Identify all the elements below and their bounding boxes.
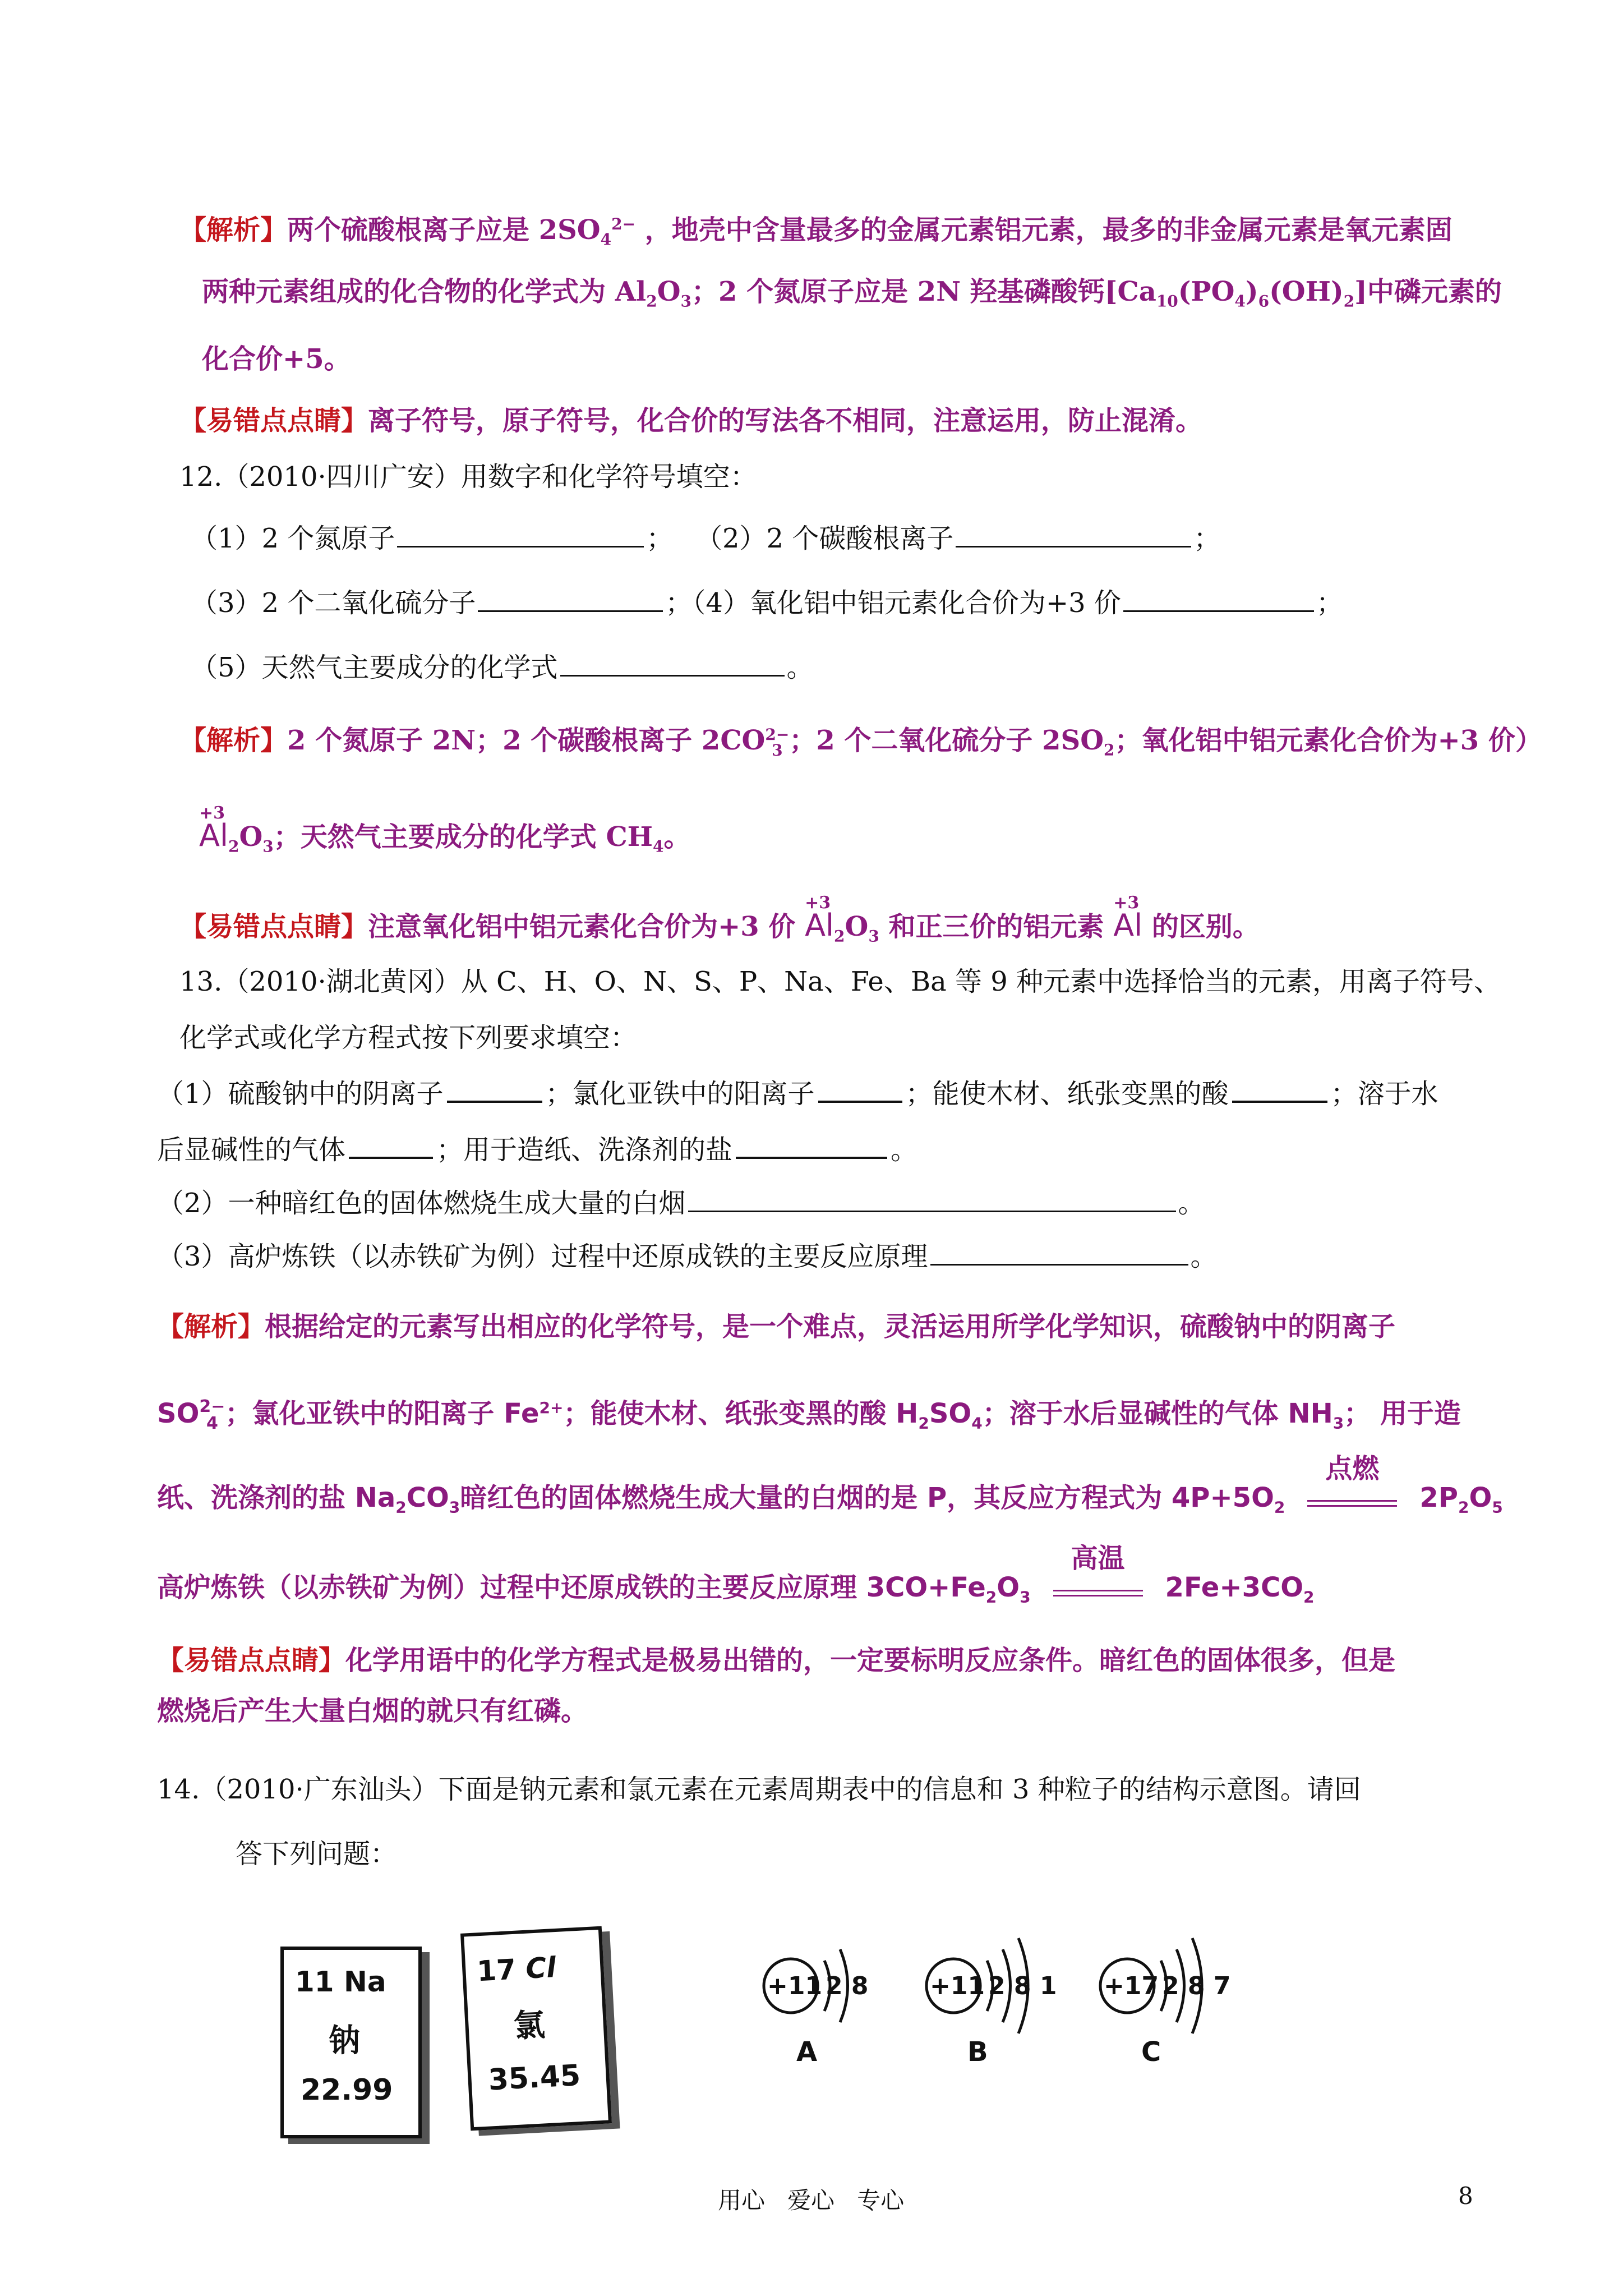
analysis-1-line-3: 化合价+5。 xyxy=(202,343,351,375)
q13-blank-6[interactable] xyxy=(688,1188,1176,1212)
q13-part-1-line-2: 后显碱性的气体 ；用于造纸、洗涤剂的盐 。 xyxy=(157,1134,918,1166)
q12-answer-blank-5[interactable] xyxy=(560,652,785,677)
tip-2: 【易错点点睛】注意氧化铝中铝元素化合价为+3 价 +3 $Al_2O_3$ 和正三价的铝元素 +3 Al 的区别。 xyxy=(179,893,1260,946)
q13-part-3: （3）高炉炼铁（以赤铁矿为例）过程中还原成铁的主要反应原理 。 xyxy=(157,1241,1218,1272)
q13-title-2: 化学式或化学方程式按下列要求填空： xyxy=(179,1022,638,1053)
q14-title-1: 14.（2010·广东汕头）下面是钠元素和氯元素在元素周期表中的信息和 3 种粒子的结构示意图。请回 xyxy=(157,1774,1361,1805)
tip-3-line-2: 燃烧后产生大量白烟的就只有红磷。 xyxy=(157,1695,588,1727)
q13-blank-7[interactable] xyxy=(930,1241,1188,1266)
analysis-2-line-1: 【解析】2 个氮原子 2N；2 个碳酸根离子 2CO 2− 3 ；2 个二氧化硫分子 $2SO_2$；氧化铝中铝元素化合价为+3 价） xyxy=(179,725,1542,760)
q12-part-2: （2）2 个碳酸根离子 ； xyxy=(695,523,1221,554)
q12-answer-blank-3[interactable] xyxy=(478,588,663,612)
analysis-tag: 【解析】 xyxy=(179,214,288,246)
ignite-condition-arrow: 点燃 xyxy=(1307,1484,1397,1507)
element-card-chlorine: 17 Cl 氯 35.45 xyxy=(460,1926,612,2131)
page-number: 8 xyxy=(1458,2182,1473,2210)
analysis-1-line-1: 【解析】两个硫酸根离子应是 $2SO_4^{2-}$ ，地壳中含量最多的金属元素铝元素，最多的非金属元素是氧元素固 xyxy=(179,214,1453,249)
analysis-3-line-1: 【解析】根据给定的元素写出相应的化学符号，是一个难点，灵活运用所学化学知识，硫酸钠中的阴离子 xyxy=(157,1311,1396,1342)
q14-title-2: 答下列问题： xyxy=(236,1838,398,1870)
q12-answer-blank-1[interactable] xyxy=(397,523,644,547)
q12-part-1: （1）2 个氮原子 ； xyxy=(191,523,674,554)
q13-blank-3[interactable] xyxy=(1232,1078,1327,1103)
analysis-3-line-4: 高炉炼铁（以赤铁矿为例）过程中还原成铁的主要反应原理 $3CO+Fe_2O_3$ 高温 $2Fe+3CO_2$ xyxy=(157,1543,1315,1607)
q13-blank-4[interactable] xyxy=(349,1134,433,1159)
atom-diagram-c: +17 2 8 7 C xyxy=(1094,1930,1262,2064)
tip-1: 【易错点点睛】离子符号，原子符号，化合价的写法各不相同，注意运用，防止混淆。 xyxy=(179,405,1203,436)
q13-blank-2[interactable] xyxy=(818,1078,902,1103)
analysis-3-line-3: 纸、洗涤剂的盐 $Na_2CO_3$暗红色的固体燃烧生成大量的白烟的是 P，其反应方程式为 $4P+5O_2$ 点燃 $2P_2O_5$ xyxy=(157,1453,1503,1517)
q13-blank-1[interactable] xyxy=(447,1078,542,1103)
q13-title-1: 13.（2010·湖北黄冈）从 C、H、O、N、S、P、Na、Fe、Ba 等 9 种元素中选择恰当的元素，用离子符号、 xyxy=(179,966,1501,997)
q12-part-5: （5）天然气主要成分的化学式 。 xyxy=(191,652,814,683)
q13-part-2: （2）一种暗红色的固体燃烧生成大量的白烟 。 xyxy=(157,1188,1205,1219)
tip-3-line-1: 【易错点点睛】化学用语中的化学方程式是极易出错的，一定要标明反应条件。暗红色的固体很多，但是 xyxy=(157,1645,1396,1676)
atom-diagram-a: +11 2 8 A xyxy=(757,1930,903,2064)
q12-title: 12.（2010·四川广安）用数字和化学符号填空： xyxy=(179,461,757,493)
q12-answer-blank-4[interactable] xyxy=(1123,588,1314,612)
high-temp-condition-arrow: 高温 xyxy=(1053,1574,1143,1596)
q12-answer-blank-2[interactable] xyxy=(956,523,1191,547)
analysis-1-line-2: 两种元素组成的化合物的化学式为 $Al_2O_3$；2 个氮原子应是 2N 羟基磷酸钙$[Ca_{10}(PO_4)_6(OH)_2]$中磷元素的 xyxy=(202,276,1502,311)
q13-part-1-line-1: （1）硫酸钠中的阴离子 ；氯化亚铁中的阳离子 ；能使木材、纸张变黑的酸 ；溶于水 xyxy=(157,1078,1438,1110)
analysis-3-line-2: SO 2− 4 ；氯化亚铁中的阳离子 $Fe^{2+}$；能使木材、纸张变黑的酸 $H_2SO_4$；溶于水后显碱性的气体 $NH_3$； 用于造 xyxy=(157,1397,1461,1433)
q12-part-3-4: （3）2 个二氧化硫分子 ；（4）氧化铝中铝元素化合价为+3 价 ； xyxy=(191,587,1343,619)
atom-diagram-b: +11 2 8 1 B xyxy=(920,1930,1088,2064)
page-footer-slogan: 用心 爱心 专心 xyxy=(718,2187,905,2214)
element-card-sodium: 11 Na 钠 22.99 xyxy=(280,1947,422,2138)
q13-blank-5[interactable] xyxy=(736,1134,887,1159)
analysis-2-line-2: +3 $Al_2O_3$；天然气主要成分的化学式 $CH_4$。 xyxy=(199,803,691,856)
